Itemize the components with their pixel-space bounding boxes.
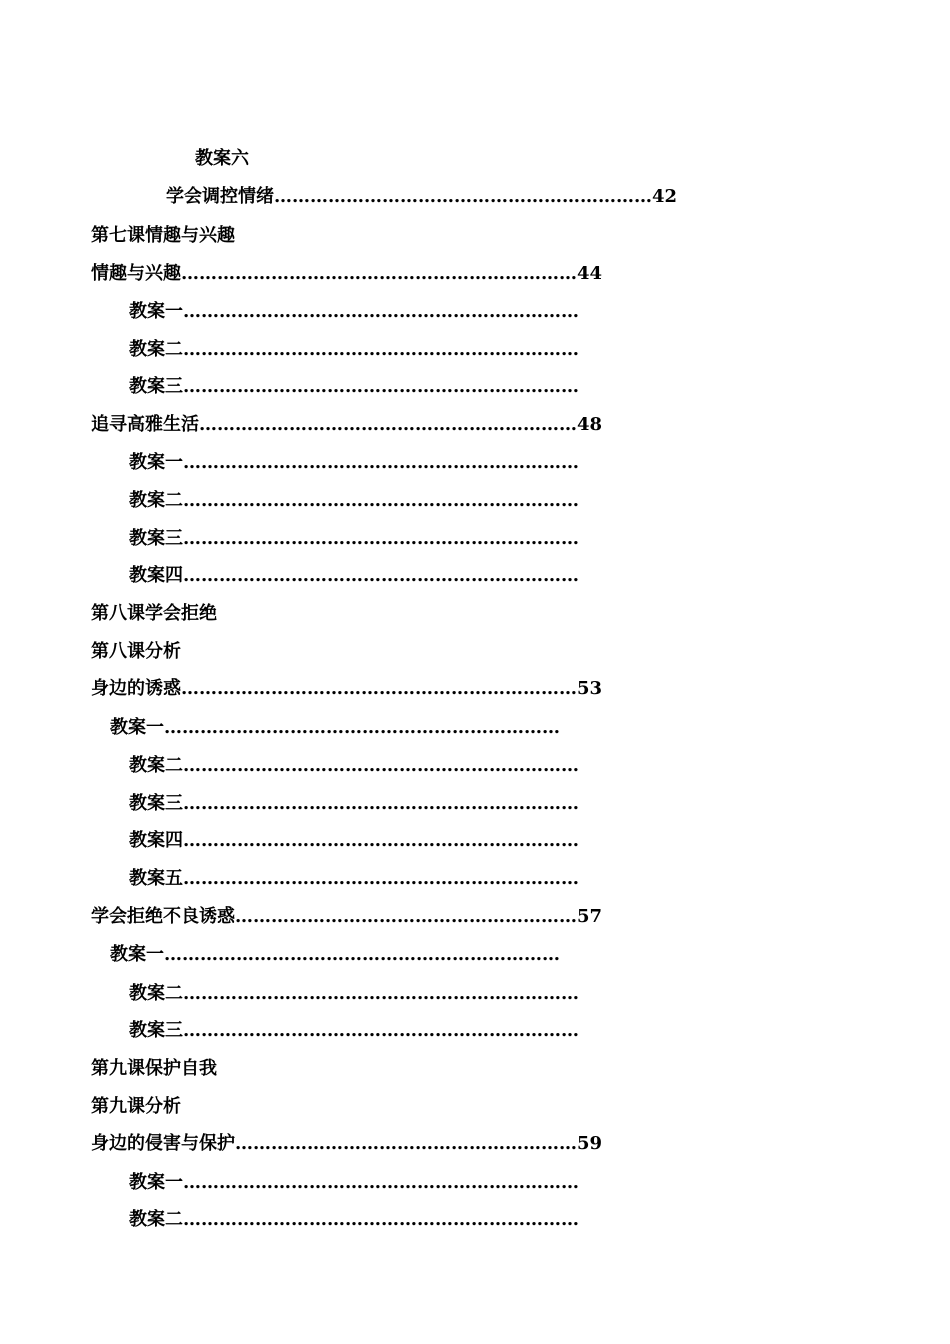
toc-subentry: 教案三………………………………………………………… <box>129 528 579 549</box>
toc-heading-lesson-8: 第八课学会拒绝 <box>91 603 217 624</box>
toc-subentry: 教案三………………………………………………………… <box>129 376 579 397</box>
toc-subentry: 教案二………………………………………………………… <box>129 1209 579 1230</box>
toc-entry-refuse-temptation: 学会拒绝不良诱惑…………………………………………………57 <box>91 906 603 927</box>
toc-subentry: 教案二………………………………………………………… <box>129 755 579 776</box>
toc-subentry: 教案二………………………………………………………… <box>129 983 579 1004</box>
toc-entry-emotion-control: 学会调控情绪………………………………………………………42 <box>166 186 678 207</box>
toc-subentry: 教案一………………………………………………………… <box>129 1172 579 1193</box>
toc-entry-elegant-life: 追寻高雅生活………………………………………………………48 <box>91 414 603 435</box>
toc-entry-lesson-plan-6: 教案六 <box>195 148 249 169</box>
toc-subentry: 教案一………………………………………………………… <box>110 717 560 738</box>
toc-subentry: 教案五………………………………………………………… <box>129 868 579 889</box>
toc-entry-lesson-9-analysis: 第九课分析 <box>91 1096 181 1117</box>
toc-subentry: 教案二………………………………………………………… <box>129 339 579 360</box>
toc-entry-lesson-8-analysis: 第八课分析 <box>91 641 181 662</box>
toc-subentry: 教案四………………………………………………………… <box>129 830 579 851</box>
toc-heading-lesson-7: 第七课情趣与兴趣 <box>91 225 235 246</box>
toc-subentry: 教案二………………………………………………………… <box>129 490 579 511</box>
toc-subentry: 教案三………………………………………………………… <box>129 793 579 814</box>
toc-subentry: 教案三………………………………………………………… <box>129 1020 579 1041</box>
toc-subentry: 教案一………………………………………………………… <box>129 301 579 322</box>
toc-subentry: 教案一………………………………………………………… <box>110 944 560 965</box>
toc-entry-temptation: 身边的诱惑…………………………………………………………53 <box>91 678 603 699</box>
toc-entry-protection: 身边的侵害与保护…………………………………………………59 <box>91 1133 603 1154</box>
toc-subentry: 教案一………………………………………………………… <box>129 452 579 473</box>
toc-entry-interest: 情趣与兴趣…………………………………………………………44 <box>91 263 603 284</box>
toc-heading-lesson-9: 第九课保护自我 <box>91 1058 217 1079</box>
toc-subentry: 教案四………………………………………………………… <box>129 565 579 586</box>
